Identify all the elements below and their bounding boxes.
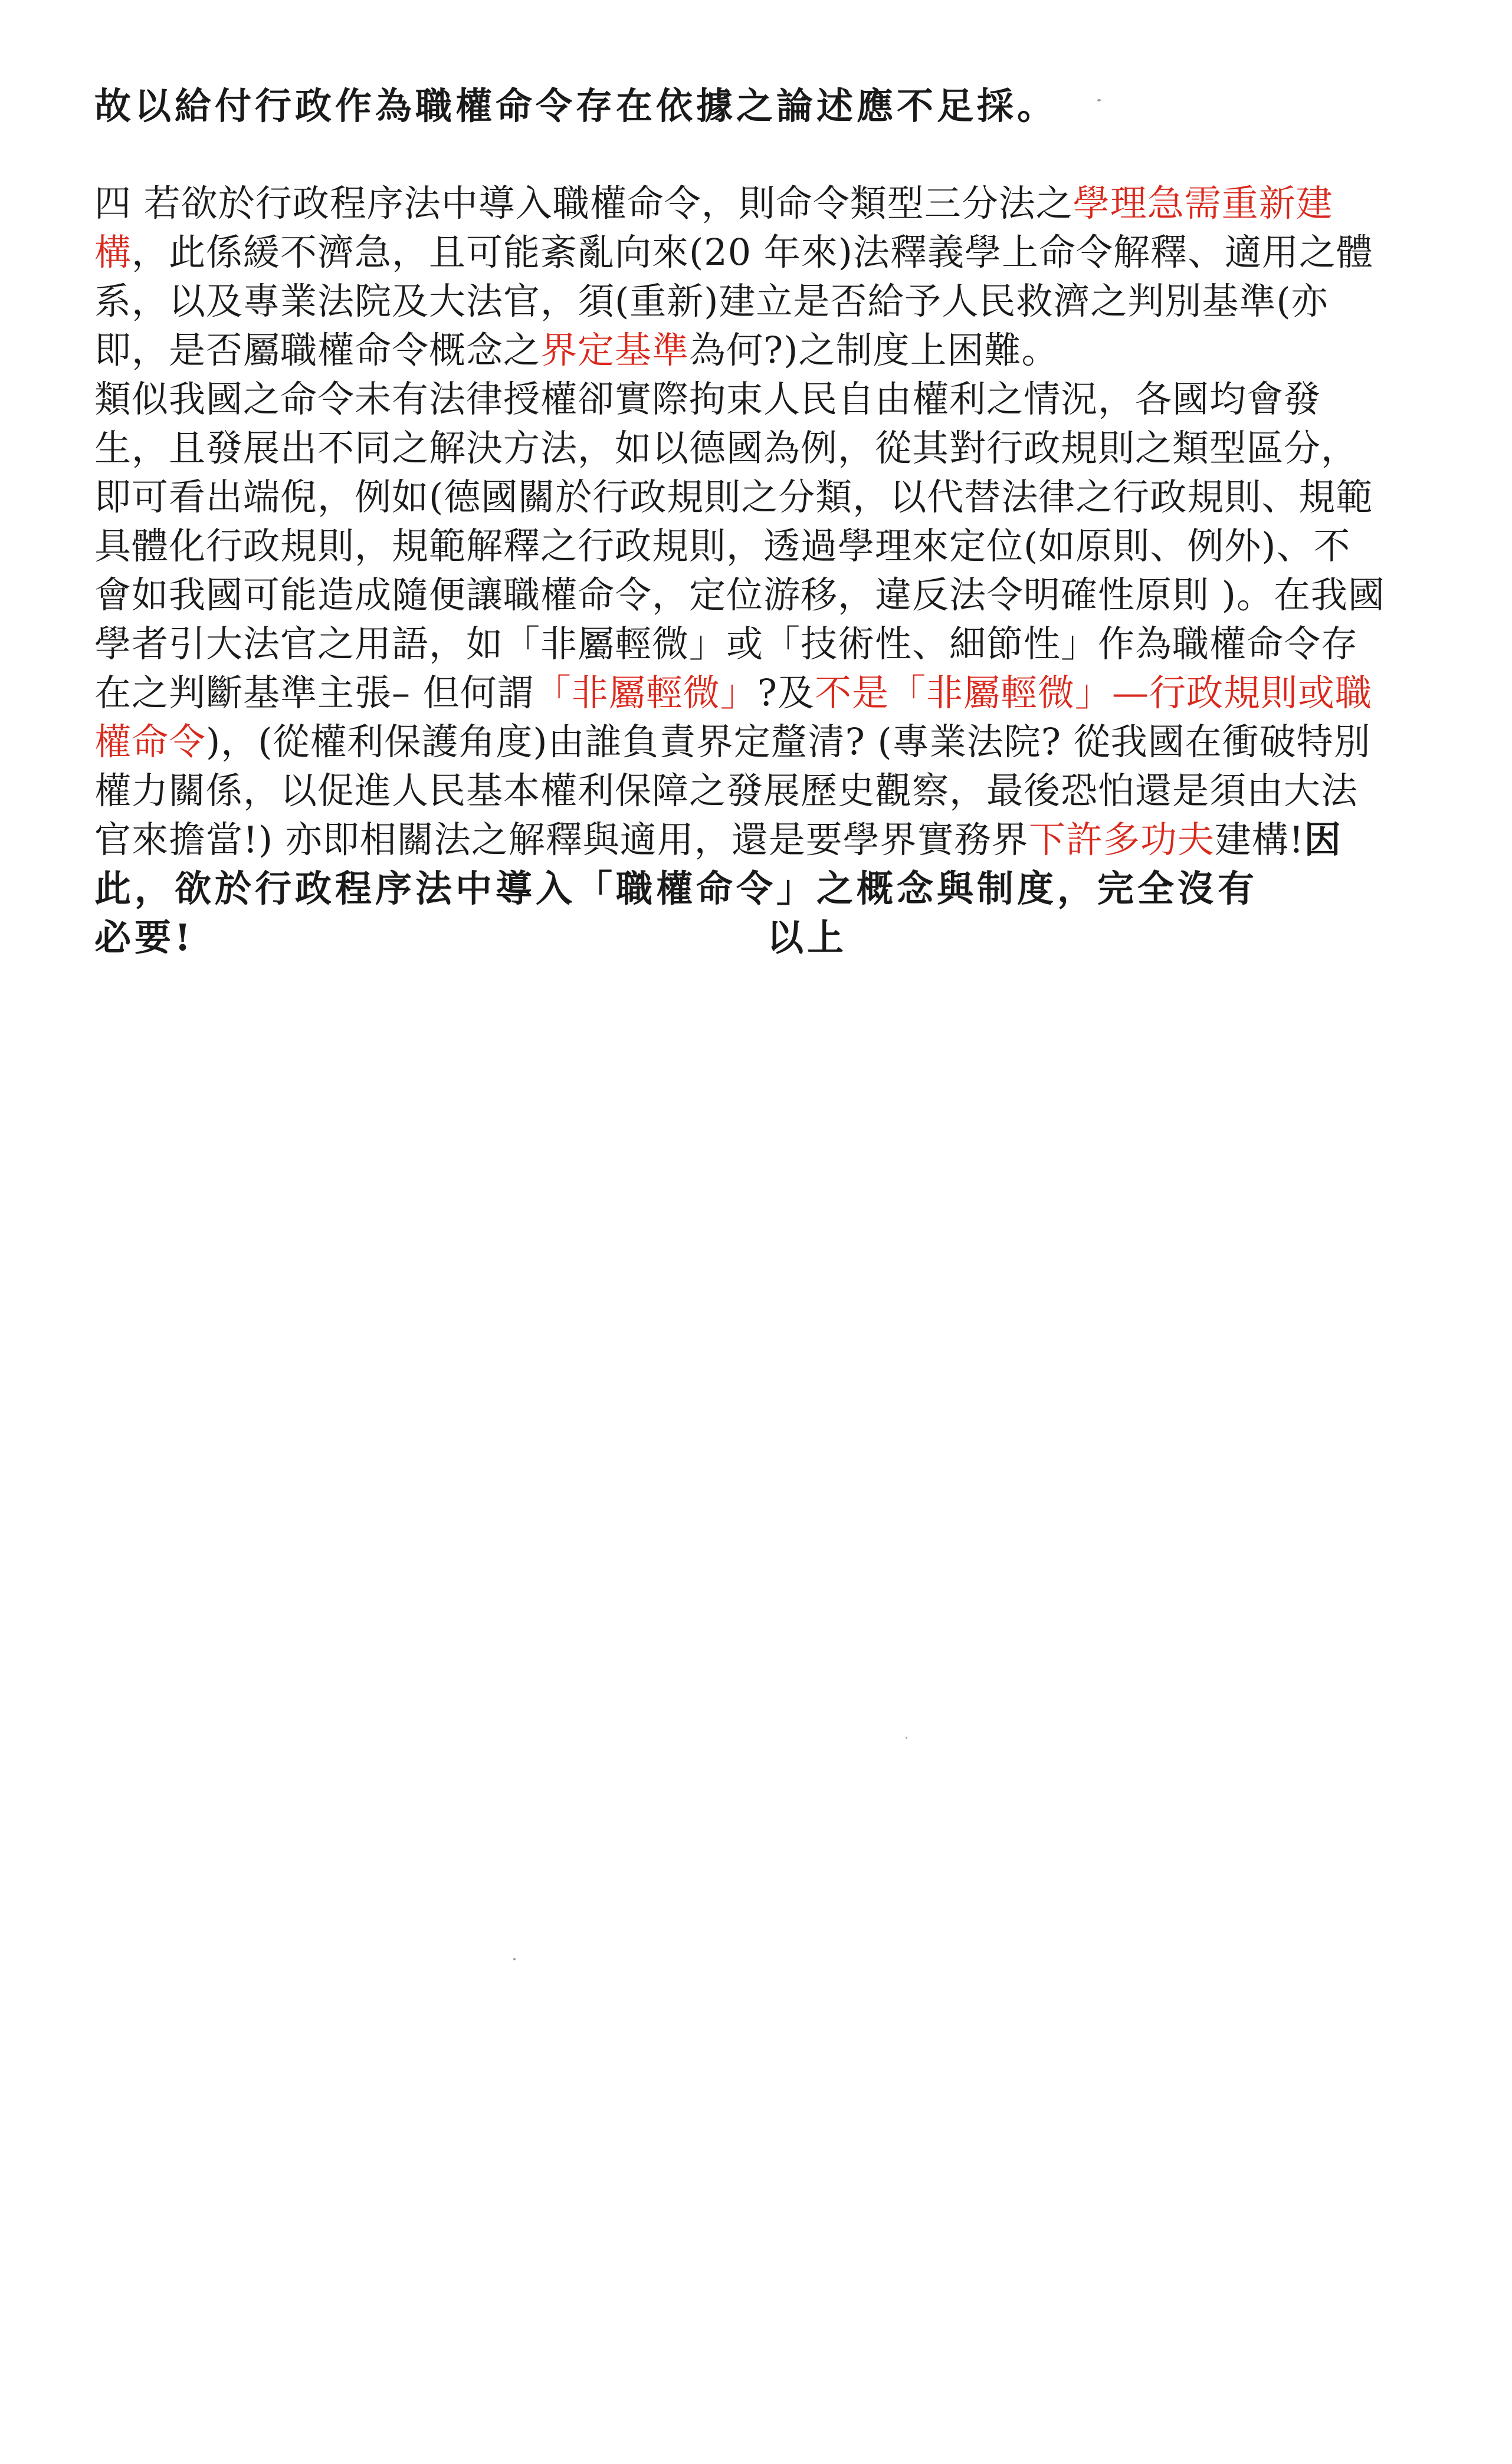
paragraph2-line-3-text: 即可看出端倪，例如(德國關於行政規則之分類，以代替法律之行政規則、規範 (94, 475, 1373, 518)
conclusion-line-1-text: 此，欲於行政程序法中導入「職權命令」之概念與制度，完全沒有 (94, 867, 1258, 910)
conclusion-start-bold: 因 (1304, 818, 1344, 861)
paragraph2-line-8 (94, 718, 1371, 766)
paragraph2-line-9 (94, 767, 1358, 814)
paragraph2-line-10-text: 官來擔當!) 亦即相關法之解釋與適用，還是要學界實務界 (94, 818, 1029, 861)
paragraph2-line-6-text: 學者引大法官之用語，如「非屬輕微」或「技術性、細節性」作為職權命令存 (94, 622, 1359, 665)
scan-speck (513, 1958, 516, 1960)
paragraph2-line-10-tail: 建構! (1214, 818, 1304, 861)
highlight-red-text: 「非屬輕微」 (534, 671, 757, 714)
paragraph2-line-5-text: 會如我國可能造成隨便讓職權命令，定位游移，違反法令明確性原則 )。在我國 (94, 573, 1385, 616)
paragraph2-line-1-text: 類似我國之命令未有法律授權卻實際拘束人民自由權利之情況，各國均會發 (94, 377, 1321, 420)
paragraph2-line-2-text: 生，且發展出不同之解決方法，如以德國為例，從其對行政規則之類型區分， (94, 426, 1359, 469)
section4-line-4-text: 即，是否屬職權命令概念之 (94, 328, 541, 372)
paragraph2-line-6 (94, 620, 1358, 668)
section4-line-3-text: 系，以及專業法院及大法官，須(重新)建立是否給予人民救濟之判別基準(亦 (94, 280, 1329, 323)
highlight-red-text: 學理急需重新建 (1072, 182, 1333, 225)
section4-line-1-text: 四 若欲於行政程序法中導入職權命令，則命令類型三分法之 (94, 182, 1073, 225)
conclusion-line-1 (94, 865, 1258, 912)
paragraph2-line-1 (94, 376, 1321, 423)
conclusion-line-2-text: 必要! (94, 916, 195, 959)
conclusion-line-2 (94, 914, 194, 961)
opening-line (94, 83, 1057, 130)
section4-line-3 (94, 278, 1329, 325)
closing-mark (767, 914, 847, 961)
highlight-red-text: 權命令 (94, 720, 206, 763)
paragraph2-line-4-text: 具體化行政規則，規範解釋之行政規則，透過學理來定位(如原則、例外)、不 (94, 524, 1351, 567)
paragraph2-line-8-text: )，(從權利保護角度)由誰負責界定釐清? (專業法院? 從我國在衝破特別 (206, 720, 1371, 763)
opening-line-text: 故以給付行政作為職權命令存在依據之論述應不足採。 (94, 84, 1058, 127)
highlight-red-text: 構 (94, 231, 132, 274)
section4-line-2-text: ，此係緩不濟急，且可能紊亂向來(20 年來)法釋義學上命令解釋、適用之體 (132, 231, 1373, 274)
scan-speck (906, 1737, 907, 1739)
section4-line-4-tail: 為何?)之制度上困難。 (689, 328, 1059, 372)
paragraph2-line-7 (94, 669, 1372, 717)
highlight-red-text: 下許多功夫 (1028, 818, 1215, 861)
paragraph2-line-7-text: 在之判斷基準主張– 但何謂 (94, 671, 534, 714)
paragraph2-line-2 (94, 425, 1358, 472)
section4-line-2 (94, 229, 1373, 276)
paragraph2-line-7-mid: ?及 (757, 671, 815, 714)
scan-speck (1097, 99, 1101, 101)
paragraph2-line-9-text: 權力關係，以促進人民基本權利保障之發展歷史觀察，最後恐怕還是須由大法 (94, 769, 1359, 812)
closing-mark-text: 以上 (767, 916, 848, 959)
paragraph2-line-3 (94, 474, 1373, 521)
paragraph2-line-10 (94, 816, 1344, 863)
section4-line-1 (94, 180, 1333, 227)
paragraph2-line-5 (94, 571, 1385, 619)
highlight-red-text: 界定基準 (540, 328, 690, 372)
paragraph2-line-4 (94, 523, 1350, 570)
section4-line-4 (94, 327, 1058, 374)
highlight-red-text: 不是「非屬輕微」—行政規則或職 (814, 671, 1372, 714)
